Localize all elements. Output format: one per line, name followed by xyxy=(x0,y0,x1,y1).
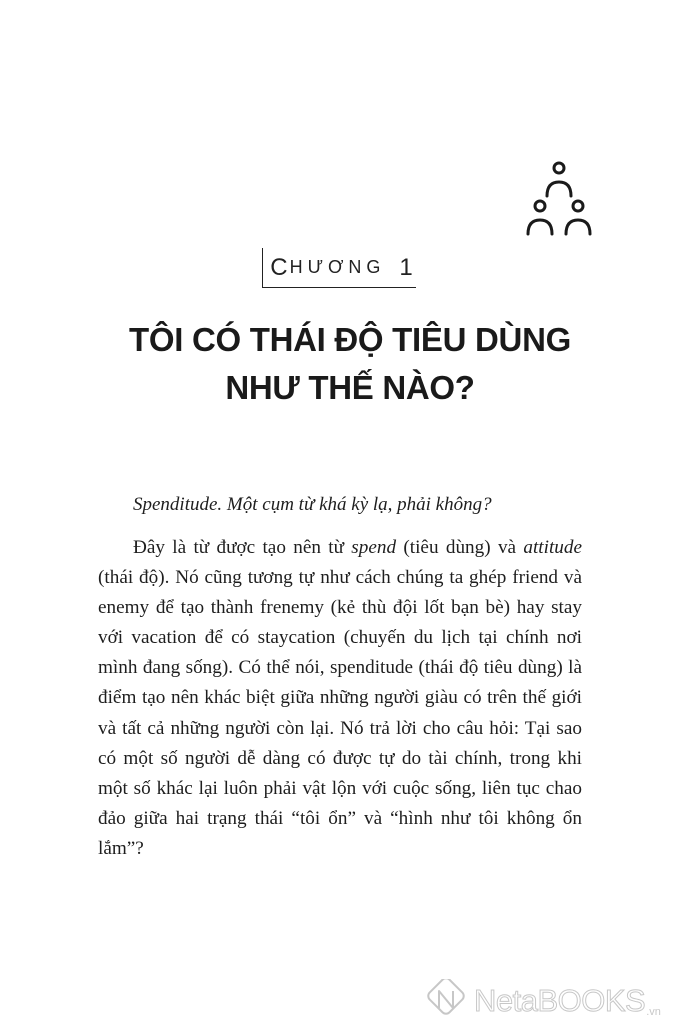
chapter-label xyxy=(262,248,416,288)
chapter-first-letter: C xyxy=(270,253,290,281)
watermark-suffix: .vn xyxy=(646,1006,661,1018)
body-text-2: (tiêu dùng) và xyxy=(396,537,524,558)
chapter-title xyxy=(60,316,640,412)
watermark-brand: NetaBOOKS xyxy=(474,983,646,1018)
neta-logo-icon xyxy=(424,979,468,1023)
watermark xyxy=(424,972,696,1030)
chapter-number: 1 xyxy=(399,253,415,281)
body-text-3: (thái độ). Nó cũng tương tự như cách chúng ta ghép friend và enemy để tạo thành frenemy (kẻ thù đội lốt bạn bè) hay stay với vacation để có staycation (chuyến du lịch tại chính nơi mình đang sống). Có thể nói, spenditude (thái độ tiêu dùng) là điểm tạo nên khác biệt giữa những người giàu có trên thế giới và tất cả những người còn lại. Nó trả lời cho câu hỏi: Tại sao có một số người dễ dàng có được tự do tài chính, trong khi một số khác lại luôn phải vật lộn với cuộc sống, liên tục chao đảo giữa hai trạng thái “tôi ổn” và “hình như tôi không ổn lắm”? xyxy=(98,567,582,859)
body-paragraph xyxy=(98,533,582,864)
chapter-title-line-2: NHƯ THẾ NÀO? xyxy=(225,369,475,406)
body-emphasis-attitude: attitude xyxy=(523,537,582,558)
chapter-title-line-1: TÔI CÓ THÁI ĐỘ TIÊU DÙNG xyxy=(129,321,571,358)
body-text-1: Đây là từ được tạo nên từ xyxy=(133,537,352,558)
body-emphasis-spend: spend xyxy=(351,537,397,558)
people-group-icon xyxy=(526,160,592,238)
lead-sentence: Spenditude. Một cụm từ khá kỳ lạ, phải không? xyxy=(133,494,492,515)
chapter-word: HƯƠNG xyxy=(289,257,386,277)
